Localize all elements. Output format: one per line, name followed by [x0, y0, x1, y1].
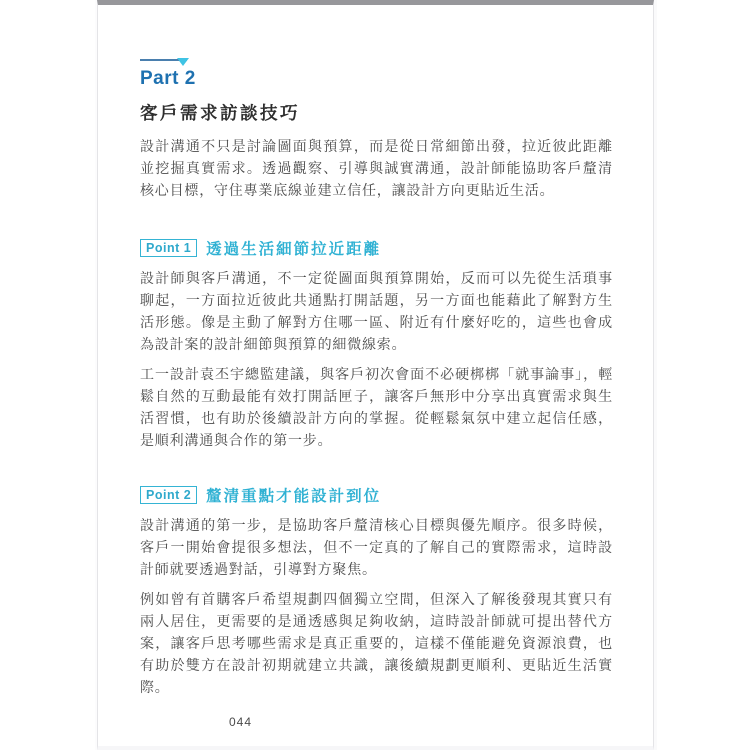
book-page [97, 0, 654, 750]
point-header [140, 237, 613, 259]
point-badge: Point 1 [140, 239, 197, 257]
body-paragraph: 設計師與客戶溝通，不一定從圖面與預算開始，反而可以先從生活瑣事聊起，一方面拉近彼此共通點打開話題，另一方面也能藉此了解對方生活形態。像是主動了解對方住哪一區、附近有什麼好吃的，這些也會成為設計案的設計細節與預算的細微線索。 [140, 270, 613, 352]
page-content [98, 5, 653, 698]
intro-paragraph: 設計溝通不只是討論圖面與預算，而是從日常細節出發，拉近彼此距離並挖掘真實需求。透過觀察、引導與誠實溝通，設計師能協助客戶釐清核心目標，守住專業底線並建立信任，讓設計方向更貼近生活。 [140, 138, 613, 198]
body-paragraph: 設計溝通的第一步，是協助客戶釐清核心目標與優先順序。很多時候，客戶一開始會提很多想法，但不一定真的了解自己的實際需求，這時設計師就要透過對話，引導對方聚焦。 [140, 517, 613, 577]
body-paragraph: 工一設計袁丕宇總監建議，與客戶初次會面不必硬梆梆「就事論事」，輕鬆自然的互動最能有效打開話匣子，讓客戶無形中分享出真實需求與生活習慣，也有助於後續設計方向的掌握。從輕鬆氣氛中建立起信任感，是順利溝通與合作的第一步。 [140, 366, 613, 448]
arrow-down-icon [177, 58, 189, 66]
part-label: Part 2 [140, 68, 196, 89]
point-heading: 釐清重點才能設計到位 [206, 488, 382, 505]
page-title: 客戶需求訪談技巧 [140, 103, 300, 123]
body-paragraph: 例如曾有首購客戶希望規劃四個獨立空間，但深入了解後發現其實只有兩人居住，更需要的是通透感與足夠收納，這時設計師就可提出替代方案，讓客戶思考哪些需求是真正重要的，這樣不僅能避免資源浪費，也有助於雙方在設計初期就建立共識，讓後續規劃更順利、更貼近生活實際。 [140, 591, 613, 695]
section-point-2 [140, 484, 613, 698]
point-header [140, 484, 613, 506]
part-divider-line [140, 59, 187, 61]
point-heading: 透過生活細節拉近距離 [206, 241, 382, 258]
page-number: 044 [229, 715, 253, 729]
point-badge: Point 2 [140, 486, 197, 504]
section-point-1 [140, 237, 613, 451]
